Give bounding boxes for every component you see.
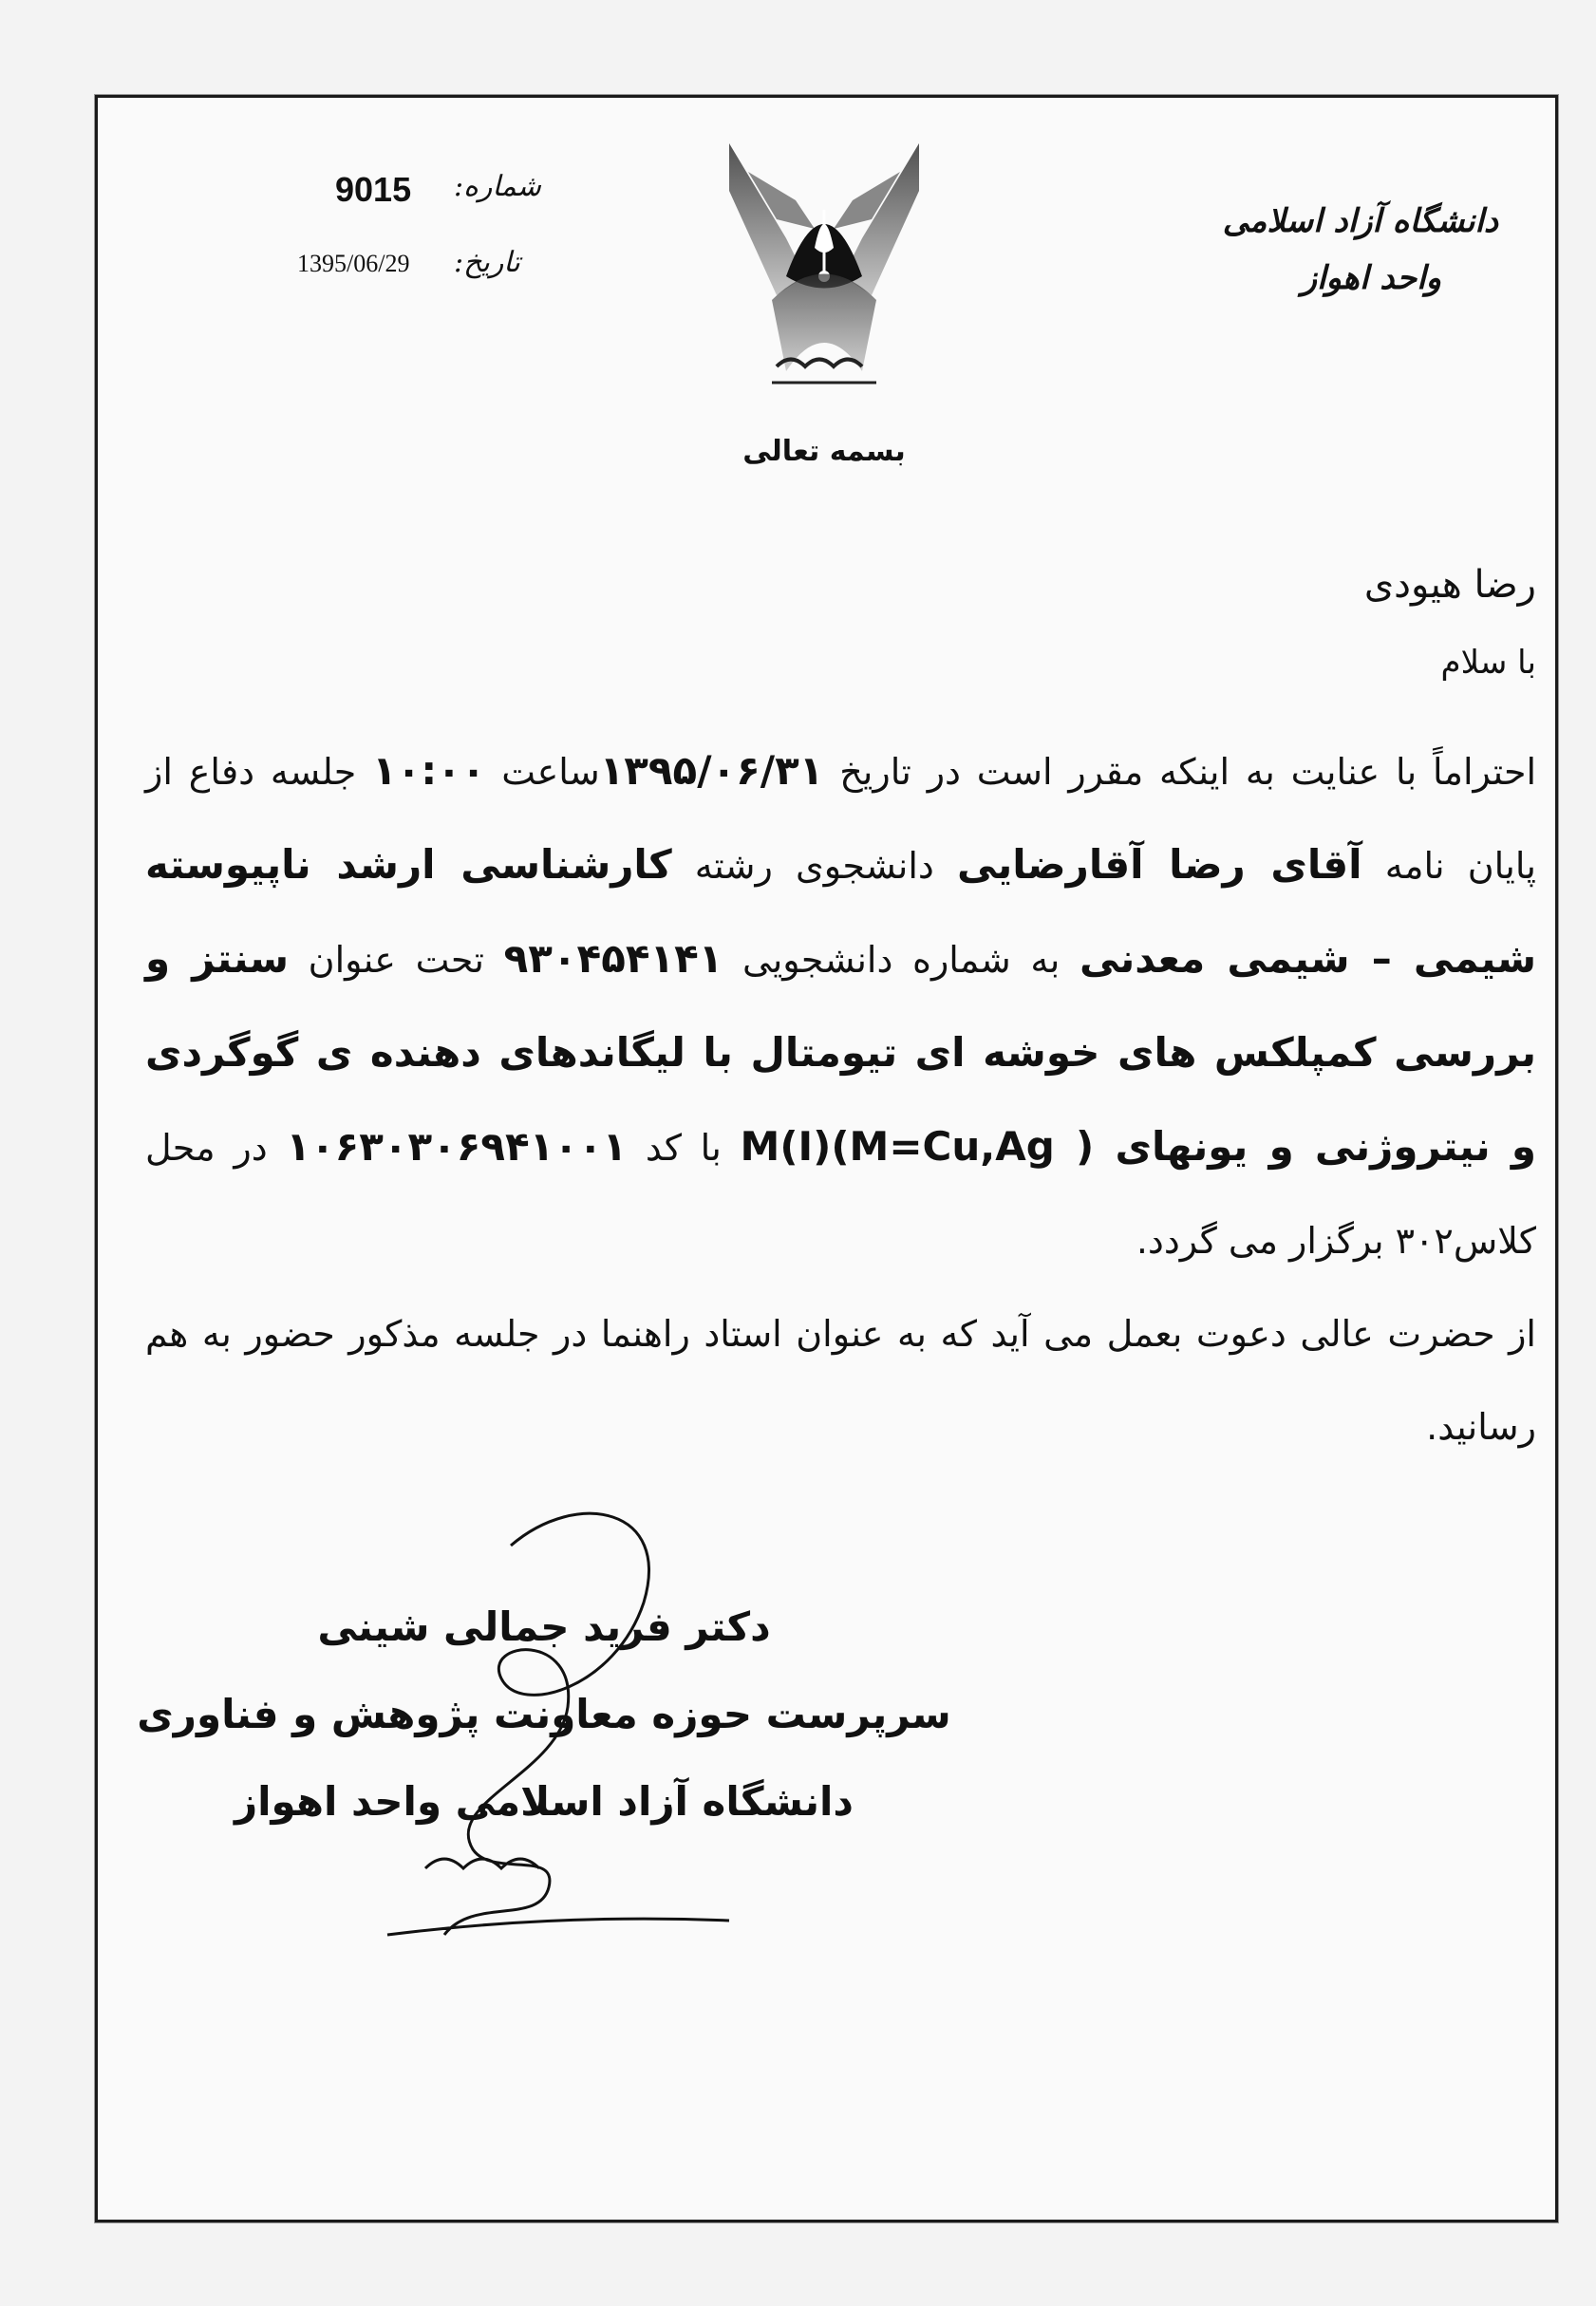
body-text-9: از حضرت عالی دعوت بعمل می آید که به عنوان استاد راهنما در جلسه مذکور حضور به هم رسانید.: [145, 1313, 1536, 1448]
letterhead-university: [1223, 193, 1498, 307]
defense-time: ۱۰:۰۰: [372, 747, 486, 794]
bismillah-heading: بسمه تعالی: [742, 435, 906, 468]
signatory-name: دکتر فرید جمالی شینی: [317, 1603, 771, 1650]
reference-date-row: [197, 240, 520, 288]
reference-date-label: تاریخ:: [454, 246, 520, 279]
university-name: دانشگاه آزاد اسلامی: [1222, 202, 1498, 240]
defense-date: ۱۳۹۵/۰۶/۳۱: [599, 747, 824, 794]
body-text-8: در محل کلاس۳۰۲ برگزار می گردد.: [145, 1127, 1536, 1262]
thesis-title: سنتز و بررسی کمپلکس های خوشه ای تیومتال با لیگاندهای دهنده ی گوگردی و نیتروژنی و یونهای M(I)(M=Cu,Ag ): [145, 935, 1536, 1170]
greeting: با سلام: [1440, 644, 1536, 682]
student-name: آقای رضا آقارضایی: [957, 841, 1362, 888]
thesis-code: ۱۰۶۳۰۳۰۶۹۴۱۰۰۱: [286, 1123, 628, 1170]
body-text-6: تحت عنوان: [289, 939, 504, 981]
signatory-block: [136, 1584, 952, 1846]
student-id: ۹۳۰۴۵۴۱۴۱: [503, 935, 723, 982]
letter-page: [95, 95, 1558, 2222]
branch-name: واحد اهواز: [1301, 259, 1441, 297]
signatory-organization: دانشگاه آزاد اسلامی واحد اهواز: [234, 1778, 854, 1825]
body-text-3: جلسه دفاع از پایان نامه: [145, 751, 1536, 887]
field-of-study: کارشناسی ارشد ناپیوسته شیمی – شیمی معدنی: [145, 841, 1536, 982]
university-emblem-icon: [720, 134, 929, 400]
body-text-1: احتراماً با عنایت به اینکه مقرر است در تاریخ: [823, 751, 1537, 793]
body-text-4: دانشجوی رشته: [671, 845, 958, 887]
reference-date: 1395/06/29: [297, 250, 410, 277]
reference-number: 9015: [335, 170, 412, 209]
letter-body: [145, 724, 1536, 1473]
body-text-7: با کد: [627, 1127, 741, 1169]
reference-number-label: شماره:: [454, 170, 541, 203]
signatory-position: سرپرست حوزه معاونت پژوهش و فناوری: [137, 1691, 951, 1737]
recipient-name: رضا هیودی: [1363, 563, 1536, 607]
body-text-5: به شماره دانشجویی: [723, 939, 1080, 981]
body-text-2: ساعت: [485, 751, 600, 793]
reference-number-row: [235, 162, 541, 219]
